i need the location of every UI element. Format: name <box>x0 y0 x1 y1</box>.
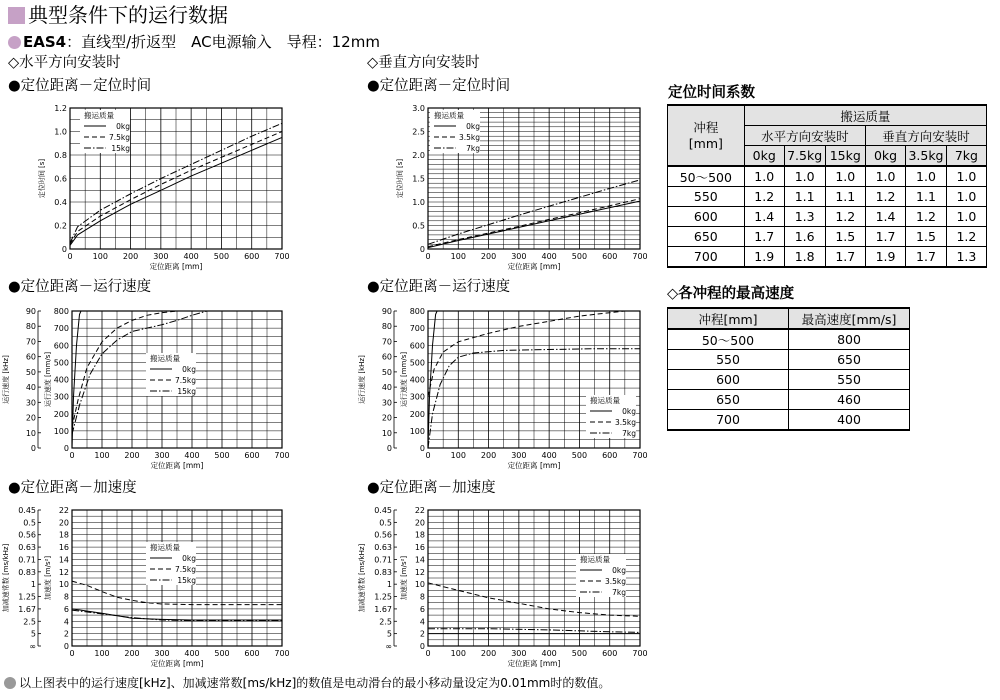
x-tick-label: 300 <box>511 649 527 658</box>
cell-stroke: 600 <box>668 370 789 390</box>
chart-title-h1: ●定位距离－定位时间 <box>8 78 152 94</box>
positioning-coefficient-table <box>667 104 987 268</box>
y-tick-label: 2.5 <box>412 127 425 137</box>
y2-tick-label: 10 <box>25 428 36 438</box>
x-tick-label: 600 <box>244 649 260 658</box>
y-tick-label: 0 <box>419 642 425 651</box>
x-tick-label: 0 <box>69 451 75 460</box>
y2-tick-label: 1.25 <box>374 592 392 602</box>
legend-label: 15kg <box>177 387 196 396</box>
cell-coefficient: 1.4 <box>744 207 784 227</box>
x-tick-label: 700 <box>632 649 648 658</box>
legend-label: 0kg <box>622 407 636 416</box>
y-tick-label: 200 <box>53 409 69 419</box>
table-row <box>668 187 987 207</box>
cell-stroke: 600 <box>668 207 745 227</box>
x-tick-label: 200 <box>480 451 497 460</box>
y-tick-label: 700 <box>53 324 69 334</box>
x-tick-label: 100 <box>94 649 110 658</box>
th-stroke-unit: [mm] <box>688 135 723 151</box>
x-tick-label: 600 <box>244 451 260 460</box>
y-tick-label: 1.0 <box>412 198 425 207</box>
cell-coefficient: 1.0 <box>825 166 866 187</box>
y-tick-label: 10 <box>414 580 425 590</box>
chart-h1-time <box>0 96 300 276</box>
cell-coefficient: 1.4 <box>866 207 906 227</box>
y-tick-label: 22 <box>58 506 69 515</box>
y2-tick-label: ∞ <box>385 642 392 651</box>
x-tick-label: 400 <box>184 451 200 460</box>
cell-coefficient: 1.0 <box>946 207 986 227</box>
th-maxspeed: 最高速度[mm/s] <box>789 308 910 329</box>
y-tick-label: 12 <box>414 567 425 577</box>
th-sub-mass: 7kg <box>946 146 986 167</box>
y2-tick-label: 1.25 <box>18 592 36 602</box>
th-stroke2: 冲程[mm] <box>668 308 789 329</box>
x-tick-label: 300 <box>154 451 170 460</box>
y-tick-label: 20 <box>58 518 69 528</box>
cell-coefficient: 1.1 <box>784 187 825 207</box>
x-tick-label: 700 <box>274 451 290 460</box>
legend-label: 7kg <box>612 588 626 597</box>
x-tick-label: 200 <box>480 649 497 658</box>
x-tick-label: 500 <box>213 252 230 261</box>
legend-title: 搬运质量 <box>150 354 180 363</box>
y2-tick-label: 5 <box>386 629 392 639</box>
table-row <box>668 166 987 187</box>
legend-title: 搬运质量 <box>84 111 114 120</box>
legend <box>146 542 196 585</box>
x-tick-label: 600 <box>602 451 618 460</box>
legend-label: 0kg <box>612 566 626 575</box>
y2-tick-label: 0.56 <box>374 530 392 540</box>
y-tick-label: 0 <box>419 245 425 254</box>
y2-axis-label: 加减速常数 [ms/kHz] <box>2 543 10 613</box>
x-tick-label: 0 <box>67 252 73 261</box>
cell-coefficient: 1.7 <box>906 247 947 268</box>
footnote <box>4 675 610 691</box>
footnote-dot-icon <box>4 677 16 689</box>
x-tick-label: 500 <box>571 649 588 658</box>
cell-coefficient: 1.2 <box>744 187 784 207</box>
x-tick-label: 200 <box>124 451 140 460</box>
cell-stroke: 550 <box>668 350 789 370</box>
y2-tick-label: 70 <box>25 337 36 347</box>
x-tick-label: 100 <box>450 252 466 261</box>
y-tick-label: 1.0 <box>54 127 67 137</box>
x-axis-label: 定位距离 [mm] <box>149 262 203 271</box>
cell-coefficient: 1.7 <box>825 247 866 268</box>
y2-tick-label: 0.45 <box>374 506 392 515</box>
chart-v2-speed <box>350 297 650 477</box>
th-vertical: 垂直方向安装时 <box>866 126 987 146</box>
y2-tick-label: 0.63 <box>18 543 36 553</box>
y2-tick-label: 90 <box>25 307 36 316</box>
x-tick-label: 400 <box>183 252 199 261</box>
th-sub-mass: 15kg <box>825 146 866 167</box>
chart-h2-speed <box>0 297 300 477</box>
legend-label: 7kg <box>466 144 480 153</box>
chart-title-v1: ●定位距离－定位时间 <box>367 78 511 94</box>
legend <box>80 110 130 153</box>
legend-label: 3.5kg <box>458 133 480 142</box>
y2-tick-label: 0.71 <box>374 555 392 565</box>
subtitle-rest: ：直线型/折返型 AC电源输入 导程：12mm <box>66 33 380 51</box>
page-title <box>8 2 228 28</box>
y2-tick-label: 1.67 <box>18 604 36 614</box>
legend-label: 15kg <box>111 144 130 153</box>
y-tick-label: 0.4 <box>54 198 67 207</box>
legend-title: 搬运质量 <box>590 396 620 405</box>
cell-coefficient: 1.0 <box>946 166 986 187</box>
max-speed-table <box>667 307 910 431</box>
th-sub-mass: 0kg <box>744 146 784 167</box>
x-tick-label: 600 <box>602 649 618 658</box>
model-name: EAS4 <box>23 33 67 51</box>
x-tick-label: 400 <box>541 252 557 261</box>
y-tick-label: 300 <box>409 392 425 402</box>
y2-tick-label: 10 <box>381 428 392 438</box>
y-tick-label: 14 <box>414 555 425 565</box>
cell-coefficient: 1.7 <box>866 227 906 247</box>
cell-stroke: 50～500 <box>668 329 789 350</box>
legend-label: 7.5kg <box>174 376 196 385</box>
y-tick-label: 3.0 <box>412 104 425 113</box>
y-tick-label: 16 <box>414 543 425 553</box>
y2-tick-label: 80 <box>25 322 36 332</box>
x-tick-label: 500 <box>214 649 230 658</box>
x-tick-label: 100 <box>450 451 466 460</box>
x-tick-label: 500 <box>571 451 588 460</box>
y2-tick-label: 2.5 <box>379 617 392 627</box>
legend-title: 搬运质量 <box>434 111 464 120</box>
x-tick-label: 600 <box>602 252 618 261</box>
y-tick-label: 18 <box>58 530 69 540</box>
y2-tick-label: 70 <box>381 337 392 347</box>
th-sub-mass: 7.5kg <box>784 146 825 167</box>
cell-coefficient: 1.2 <box>906 207 947 227</box>
legend-label: 7.5kg <box>174 565 196 574</box>
subtitle-dot-icon <box>8 36 21 49</box>
y-tick-label: 100 <box>53 426 69 436</box>
x-tick-label: 200 <box>480 252 497 261</box>
legend-title: 搬运质量 <box>580 555 610 564</box>
y-tick-label: 14 <box>58 555 69 565</box>
y2-tick-label: 0.56 <box>18 530 36 540</box>
y-tick-label: 22 <box>414 506 425 515</box>
table-row <box>668 329 910 350</box>
x-tick-label: 200 <box>124 649 140 658</box>
y-axis-label: 运行速度 [mm/s] <box>400 351 408 408</box>
cell-coefficient: 1.5 <box>825 227 866 247</box>
y2-tick-label: 5 <box>30 629 36 639</box>
cell-coefficient: 1.1 <box>825 187 866 207</box>
y2-tick-label: 60 <box>25 352 36 362</box>
y2-tick-label: 2.5 <box>23 617 36 627</box>
y2-axis-label: 加减速常数 [ms/kHz] <box>358 543 366 613</box>
y-tick-label: 10 <box>58 580 69 590</box>
cell-stroke: 50～500 <box>668 166 745 187</box>
y-tick-label: 600 <box>409 341 425 351</box>
subtitle <box>8 32 380 52</box>
y-tick-label: 0.6 <box>54 174 67 184</box>
th-sub-mass: 0kg <box>866 146 906 167</box>
chart-v3-accel <box>350 498 650 674</box>
y-tick-label: 2 <box>419 629 425 639</box>
x-tick-label: 600 <box>244 252 260 261</box>
x-axis-label: 定位距离 [mm] <box>150 659 204 668</box>
y2-tick-label: 0.5 <box>23 518 36 528</box>
y-axis-label: 定位时间 [s] <box>396 158 404 199</box>
legend-label: 0kg <box>466 122 480 131</box>
y-tick-label: 6 <box>63 604 69 614</box>
y-tick-label: 800 <box>53 307 69 316</box>
x-axis-label: 定位距离 [mm] <box>150 461 204 470</box>
y-tick-label: 700 <box>409 324 425 334</box>
x-tick-label: 700 <box>274 252 290 261</box>
legend-label: 0kg <box>116 122 130 131</box>
cell-max-speed: 650 <box>789 350 910 370</box>
cell-coefficient: 1.0 <box>744 166 784 187</box>
y2-tick-label: 20 <box>25 413 36 423</box>
y-tick-label: 300 <box>53 392 69 402</box>
y2-tick-label: 0.5 <box>379 518 392 528</box>
y2-tick-label: 0.71 <box>18 555 36 565</box>
y-tick-label: 0 <box>419 444 425 453</box>
y-tick-label: 0 <box>61 245 67 254</box>
y-tick-label: 0 <box>63 642 69 651</box>
section-horizontal: ◇水平方向安装时 <box>8 55 121 71</box>
cell-stroke: 650 <box>668 390 789 410</box>
y2-tick-label: 60 <box>381 352 392 362</box>
y2-tick-label: 1 <box>386 580 392 590</box>
x-tick-label: 400 <box>541 451 557 460</box>
y-tick-label: 200 <box>409 409 425 419</box>
legend-label: 7kg <box>622 429 636 438</box>
cell-stroke: 650 <box>668 227 745 247</box>
legend-label: 15kg <box>177 576 196 585</box>
y-tick-label: 0.2 <box>54 221 67 231</box>
cell-max-speed: 460 <box>789 390 910 410</box>
y2-tick-label: 50 <box>25 367 36 377</box>
y2-tick-label: ∞ <box>29 642 36 651</box>
cell-coefficient: 1.0 <box>784 166 825 187</box>
legend <box>586 395 636 438</box>
table-row <box>668 227 987 247</box>
y2-axis-label: 运行速度 [kHz] <box>358 355 366 404</box>
table-row <box>668 247 987 268</box>
x-tick-label: 0 <box>425 451 431 460</box>
x-tick-label: 100 <box>450 649 466 658</box>
x-tick-label: 700 <box>632 451 648 460</box>
cell-coefficient: 1.5 <box>906 227 947 247</box>
x-tick-label: 500 <box>571 252 588 261</box>
y-tick-label: 600 <box>53 341 69 351</box>
y-tick-label: 800 <box>409 307 425 316</box>
y-tick-label: 500 <box>53 358 69 368</box>
x-tick-label: 400 <box>184 649 200 658</box>
y2-tick-label: 0.83 <box>18 567 36 577</box>
table-row <box>668 390 910 410</box>
y2-tick-label: 50 <box>381 367 392 377</box>
y-tick-label: 1.2 <box>54 104 67 113</box>
table-row <box>668 350 910 370</box>
table1-title: 定位时间系数 <box>668 85 755 101</box>
x-tick-label: 300 <box>511 451 527 460</box>
y-axis-label: 运行速度 [mm/s] <box>44 351 52 408</box>
table-row <box>668 370 910 390</box>
cell-coefficient: 1.3 <box>946 247 986 268</box>
section-vertical: ◇垂直方向安装时 <box>367 55 480 71</box>
th-stroke-label: 冲程 <box>693 119 719 135</box>
y2-tick-label: 80 <box>381 322 392 332</box>
legend-label: 3.5kg <box>614 418 636 427</box>
footnote-text: 以上图表中的运行速度[kHz]、加减速常数[ms/kHz]的数值是电动滑台的最小移动量设定为0.01mm时的数值。 <box>19 676 611 690</box>
y2-tick-label: 1.67 <box>374 604 392 614</box>
chart-v1-time <box>350 96 650 276</box>
y2-tick-label: 1 <box>30 580 36 590</box>
y2-tick-label: 0 <box>386 444 392 453</box>
y2-tick-label: 0.63 <box>374 543 392 553</box>
chart-title-v2: ●定位距离－运行速度 <box>367 279 511 295</box>
cell-stroke: 550 <box>668 187 745 207</box>
th-mass: 搬运质量 <box>744 105 986 126</box>
y-tick-label: 2.0 <box>412 151 425 160</box>
x-tick-label: 200 <box>122 252 139 261</box>
table-row <box>668 410 910 431</box>
cell-coefficient: 1.6 <box>784 227 825 247</box>
cell-coefficient: 1.1 <box>906 187 947 207</box>
cell-coefficient: 1.3 <box>784 207 825 227</box>
y2-tick-label: 90 <box>381 307 392 316</box>
th-stroke <box>668 105 745 166</box>
y-axis-label: 定位时间 [s] <box>38 158 46 199</box>
cell-coefficient: 1.9 <box>744 247 784 268</box>
x-tick-label: 300 <box>154 649 170 658</box>
x-axis-label: 定位距离 [mm] <box>507 659 561 668</box>
y-tick-label: 500 <box>409 358 425 368</box>
y-tick-label: 400 <box>53 375 69 385</box>
y-tick-label: 8 <box>419 592 425 602</box>
chart-title-v3: ●定位距离－加速度 <box>367 480 496 496</box>
legend-label: 0kg <box>182 554 196 563</box>
y2-tick-label: 30 <box>25 398 36 408</box>
y-tick-label: 400 <box>409 375 425 385</box>
y-tick-label: 18 <box>414 530 425 540</box>
y-tick-label: 0.8 <box>54 151 67 160</box>
x-axis-label: 定位距离 [mm] <box>507 262 561 271</box>
cell-max-speed: 400 <box>789 410 910 431</box>
y2-tick-label: 30 <box>381 398 392 408</box>
x-tick-label: 700 <box>274 649 290 658</box>
x-tick-label: 0 <box>425 649 431 658</box>
legend-label: 7.5kg <box>108 133 130 142</box>
y-tick-label: 6 <box>419 604 425 614</box>
legend <box>430 110 480 153</box>
legend-label: 3.5kg <box>604 577 626 586</box>
cell-coefficient: 1.2 <box>825 207 866 227</box>
cell-coefficient: 1.0 <box>906 166 947 187</box>
chart-title-h3: ●定位距离－加速度 <box>8 480 137 496</box>
x-tick-label: 300 <box>511 252 527 261</box>
th-horizontal: 水平方向安装时 <box>744 126 865 146</box>
y-axis-label: 加速度 [m/s²] <box>400 555 408 601</box>
legend-title: 搬运质量 <box>150 543 180 552</box>
cell-coefficient: 1.8 <box>784 247 825 268</box>
y-tick-label: 0.5 <box>412 221 425 231</box>
cell-stroke: 700 <box>668 410 789 431</box>
cell-coefficient: 1.0 <box>866 166 906 187</box>
x-tick-label: 700 <box>632 252 648 261</box>
x-tick-label: 100 <box>94 451 110 460</box>
cell-max-speed: 550 <box>789 370 910 390</box>
table-row <box>668 207 987 227</box>
x-axis-label: 定位距离 [mm] <box>507 461 561 470</box>
cell-coefficient: 1.0 <box>946 187 986 207</box>
y-tick-label: 12 <box>58 567 69 577</box>
chart-title-h2: ●定位距离－运行速度 <box>8 279 152 295</box>
y-tick-label: 1.5 <box>412 174 425 184</box>
y2-tick-label: 40 <box>25 383 36 393</box>
cell-stroke: 700 <box>668 247 745 268</box>
y-tick-label: 2 <box>63 629 69 639</box>
title-text: 典型条件下的运行数据 <box>28 3 228 27</box>
y2-tick-label: 0.45 <box>18 506 36 515</box>
y2-tick-label: 40 <box>381 383 392 393</box>
y2-tick-label: 0.83 <box>374 567 392 577</box>
table2-title: ◇各冲程的最高速度 <box>667 286 795 302</box>
cell-coefficient: 1.2 <box>866 187 906 207</box>
th-sub-mass: 3.5kg <box>906 146 947 167</box>
y-tick-label: 20 <box>414 518 425 528</box>
x-tick-label: 400 <box>541 649 557 658</box>
x-tick-label: 500 <box>214 451 230 460</box>
x-tick-label: 300 <box>153 252 169 261</box>
y-tick-label: 100 <box>409 426 425 436</box>
y-axis-label: 加速度 [m/s²] <box>44 555 52 601</box>
title-square-icon <box>8 7 25 24</box>
chart-h3-accel <box>0 498 300 674</box>
x-tick-label: 0 <box>425 252 431 261</box>
y-tick-label: 16 <box>58 543 69 553</box>
x-tick-label: 0 <box>69 649 75 658</box>
legend <box>576 554 626 597</box>
legend-label: 0kg <box>182 365 196 374</box>
y-tick-label: 4 <box>63 617 69 627</box>
cell-coefficient: 1.2 <box>946 227 986 247</box>
cell-coefficient: 1.9 <box>866 247 906 268</box>
y2-tick-label: 20 <box>381 413 392 423</box>
y2-tick-label: 0 <box>30 444 36 453</box>
cell-max-speed: 800 <box>789 329 910 350</box>
legend <box>146 353 196 396</box>
y-tick-label: 0 <box>63 444 69 453</box>
x-tick-label: 100 <box>92 252 108 261</box>
y2-axis-label: 运行速度 [kHz] <box>2 355 10 404</box>
y-tick-label: 4 <box>419 617 425 627</box>
y-tick-label: 8 <box>63 592 69 602</box>
cell-coefficient: 1.7 <box>744 227 784 247</box>
